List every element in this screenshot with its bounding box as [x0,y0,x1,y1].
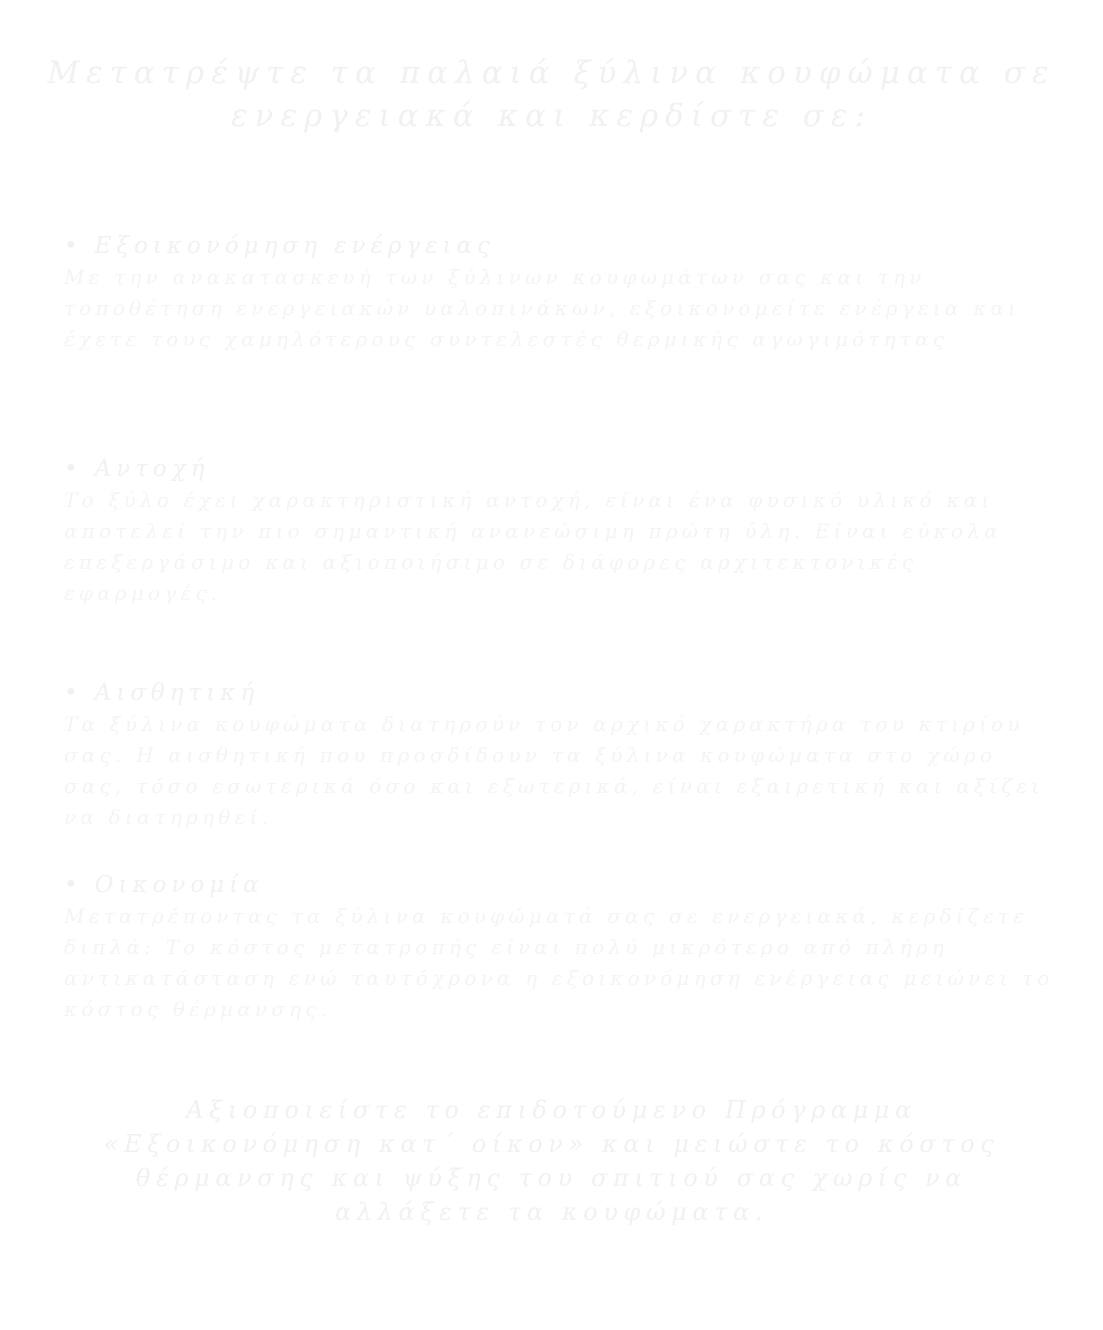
section-heading [64,677,1054,709]
section-body: Με την ανακατασκευή των ξύλινων κουφωμάτων σας και την τοποθέτηση ενεργειακών υαλοπινάκων, εξοικονομείτε ενέργεια και έχετε τους χαμηλότερους συντελεστές θερμικής αγωγιμότητας [64,265,1021,351]
bullet-icon: • [64,680,83,706]
closing-text: Αξιοποιείστε το επιδοτούμενο Πρόγραμμα «Εξοικονόμηση κατ΄ οίκον» και μειώστε το κόστος θέρμανσης και ψύξης του σπιτιού σας χωρίς να αλλάξετε τα κουφώματα. [103,1096,1000,1226]
section-heading-text: Αντοχή [94,456,210,482]
section-body: Τα ξύλινα κουφώματα διατηρούν τον αρχικό χαρακτήρα του κτιρίου σας. Η αισθητική που προσδίδουν τα ξύλινα κουφώματα στο χώρο σας, τόσο εσωτερικά όσο και εξωτερικά, είναι εξαιρετική και αξίζει να διατηρηθεί. [64,712,1044,829]
section-economy [64,869,1054,1025]
section-heading [64,453,1054,485]
page-title: Μετατρέψτε τα παλαιά ξύλινα κουφώματα σε ενεργειακά και κερδίστε σε: [47,55,1056,134]
section-energy-saving [64,230,1054,355]
section-body: Μετατρέποντας τα ξύλινα κουφώματά σας σε ενεργειακά, κερδίζετε διπλά: Το κόστος μετατροπής είναι πολύ μικρότερο από πλήρη αντικατάσταση ενώ ταυτόχρονα η εξοικονόμηση ενέργειας μειώνει το κόστος θέρμανσης. [64,904,1054,1021]
section-heading-text: Εξοικονόμηση ενέργειας [94,233,495,259]
bullet-icon: • [64,233,83,259]
section-heading-text: Οικονομία [94,872,264,898]
section-heading-text: Αισθητική [94,680,260,706]
bullet-icon: • [64,456,83,482]
bullet-icon: • [64,872,83,898]
section-heading [64,230,1054,262]
section-heading [64,869,1054,901]
section-body: Το ξύλο έχει χαρακτηριστική αντοχή, είναι ένα φυσικό υλικό και αποτελεί την πιο σημαντική ανανεώσιμη πρώτη ύλη. Είναι εύκολα επεξεργάσιμο και αξιοποιήσιμο σε διάφορες αρχιτεκτονικές εφαρμογές. [64,488,1002,605]
section-aesthetics [64,677,1054,833]
section-durability [64,453,1054,609]
